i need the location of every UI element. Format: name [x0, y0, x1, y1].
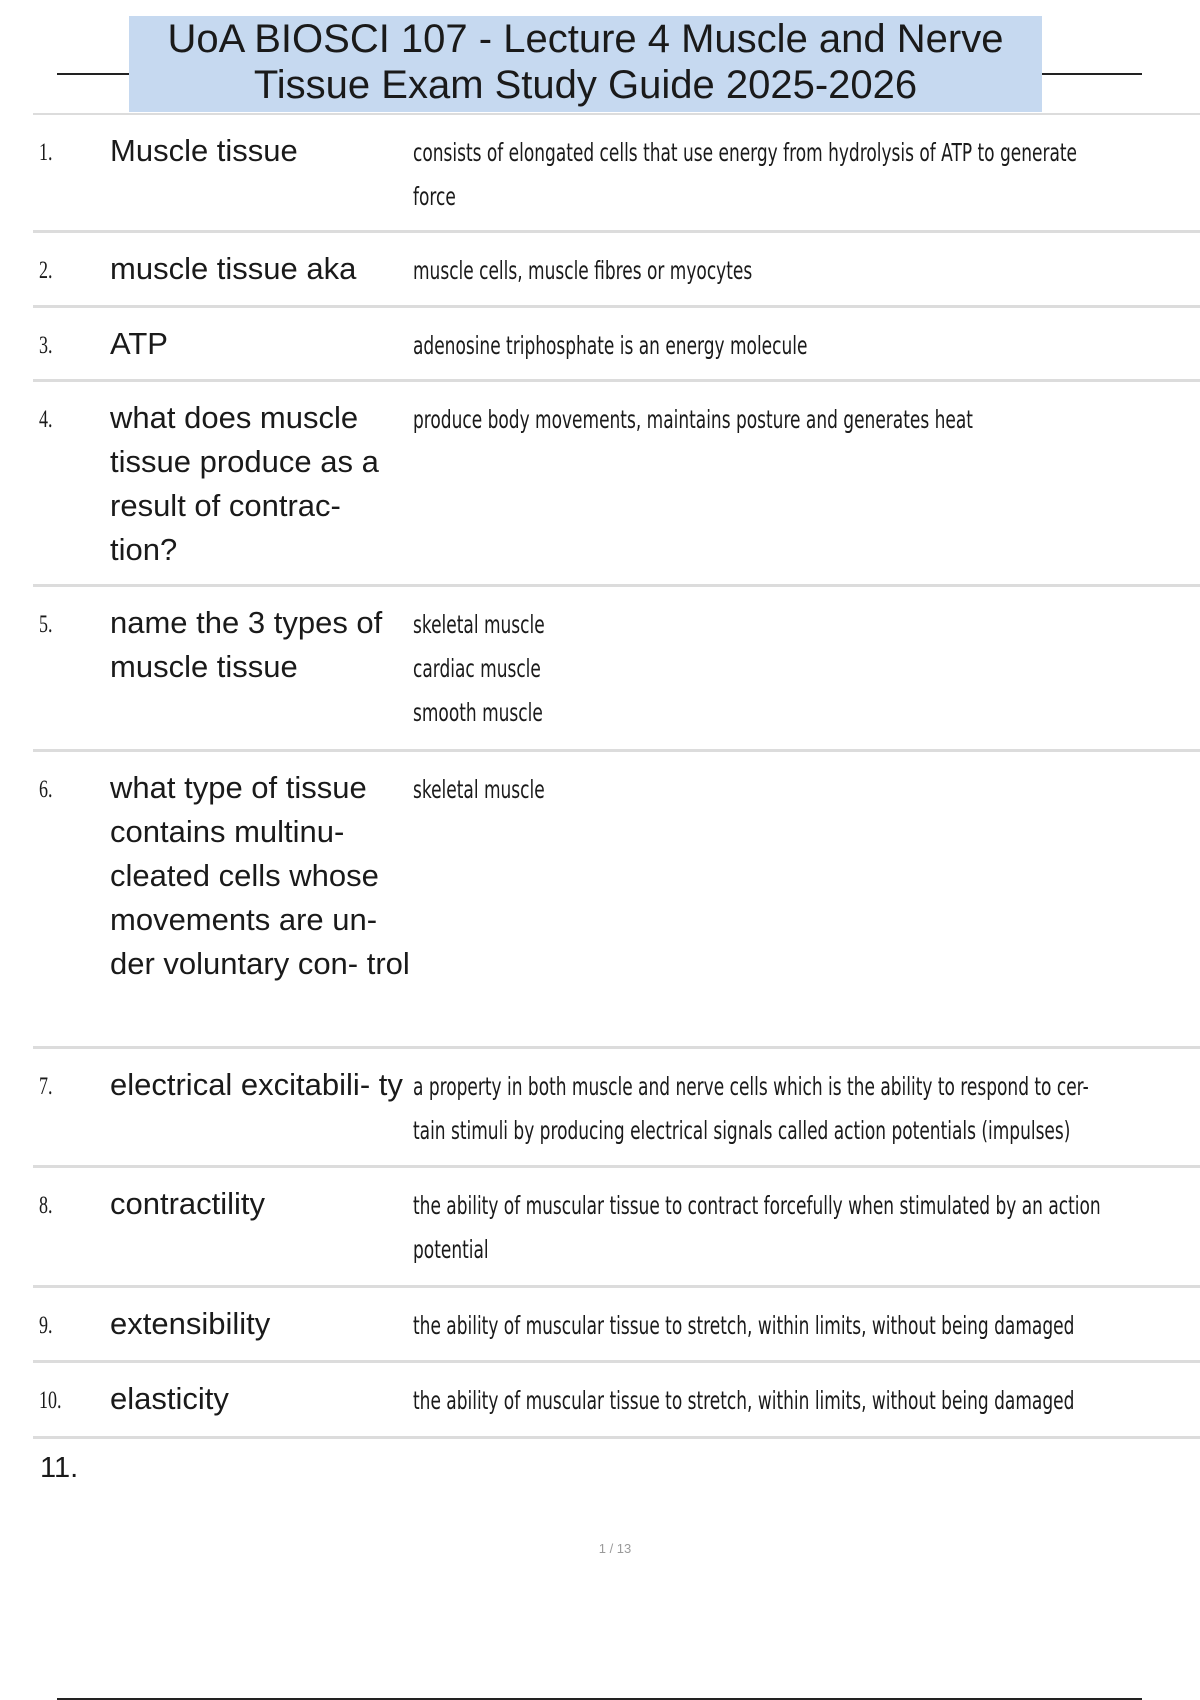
qa-row [33, 587, 1200, 752]
qa-row [33, 382, 1200, 587]
page-header [0, 16, 1200, 112]
qa-row [33, 752, 1200, 1049]
definition-line: the ability of muscular tissue to stretch, within limits, without being damaged [413, 1386, 1075, 1415]
definition-line: cardiac muscle [413, 654, 541, 683]
qa-row [33, 233, 1200, 308]
item-definition [413, 768, 1120, 812]
definition-line: force [413, 182, 456, 211]
item-definition [413, 603, 1120, 735]
item-term: ATP [110, 326, 168, 361]
item-definition [413, 1065, 1120, 1153]
page-counter: 1 / 13 [598, 1541, 632, 1556]
item-term: name the 3 types of muscle tissue [110, 605, 383, 684]
definition-line: produce body movements, maintains posture and generates heat [413, 405, 973, 434]
item-number: 6. [39, 776, 53, 803]
qa-row [33, 1363, 1200, 1439]
item-term: Muscle tissue [110, 133, 298, 168]
item-definition [413, 398, 1120, 442]
item-number: 3. [39, 332, 53, 359]
item-term: muscle tissue aka [110, 251, 357, 286]
item-number: 8. [39, 1192, 53, 1219]
item-definition [413, 1184, 1120, 1272]
title-line-2: Tissue Exam Study Guide 2025-2026 [253, 63, 918, 107]
definition-line: skeletal muscle [413, 775, 545, 804]
qa-row [33, 1288, 1200, 1363]
item-term: elasticity [110, 1381, 229, 1416]
item-term: what type of tissue contains multinu- cleated cells whose movements are un- der voluntary con- trol [110, 770, 410, 981]
study-guide-list [33, 115, 1200, 1439]
item-number: 7. [39, 1073, 53, 1100]
item-term: electrical excitabili- ty [110, 1067, 403, 1102]
item-number: 9. [39, 1312, 53, 1339]
item-number: 1. [39, 139, 53, 166]
item-definition [413, 324, 1120, 368]
definition-line: skeletal muscle [413, 610, 545, 639]
definition-line: muscle cells, muscle fibres or myocytes [413, 256, 753, 285]
header-rule-right [1042, 73, 1142, 75]
definition-line: smooth muscle [413, 698, 543, 727]
item-term: extensibility [110, 1306, 271, 1341]
item-term: contractility [110, 1186, 266, 1221]
definition-line: the ability of muscular tissue to contract forcefully when stimulated by an action [413, 1191, 1101, 1220]
definition-line: a property in both muscle and nerve cells which is the ability to respond to cer- [413, 1072, 1089, 1101]
page-title [129, 16, 1042, 112]
item-definition [413, 1379, 1120, 1423]
qa-row [33, 1049, 1200, 1168]
definition-line: consists of elongated cells that use energy from hydrolysis of ATP to generate [413, 138, 1077, 167]
definition-line: potential [413, 1235, 489, 1264]
item-definition [413, 131, 1120, 219]
item-definition [413, 249, 1120, 293]
item-definition [413, 1304, 1120, 1348]
definition-line: the ability of muscular tissue to stretch, within limits, without being damaged [413, 1311, 1075, 1340]
item-number: 10. [39, 1387, 62, 1414]
header-rule-left [57, 73, 129, 75]
qa-row [33, 115, 1200, 233]
qa-row [33, 308, 1200, 382]
title-line-1: UoA BIOSCI 107 - Lecture 4 Muscle and Nerve [167, 17, 1004, 61]
qa-row [33, 1168, 1200, 1288]
item-number: 4. [39, 406, 53, 433]
definition-line: adenosine triphosphate is an energy molecule [413, 331, 808, 360]
definition-line: tain stimuli by producing electrical signals called action potentials (impulses) [413, 1116, 1071, 1145]
item-number: 2. [39, 257, 53, 284]
item-term: what does muscle tissue produce as a result of contrac- tion? [110, 400, 379, 567]
item-number: 5. [39, 611, 53, 638]
next-item-number: 11. [40, 1452, 79, 1484]
